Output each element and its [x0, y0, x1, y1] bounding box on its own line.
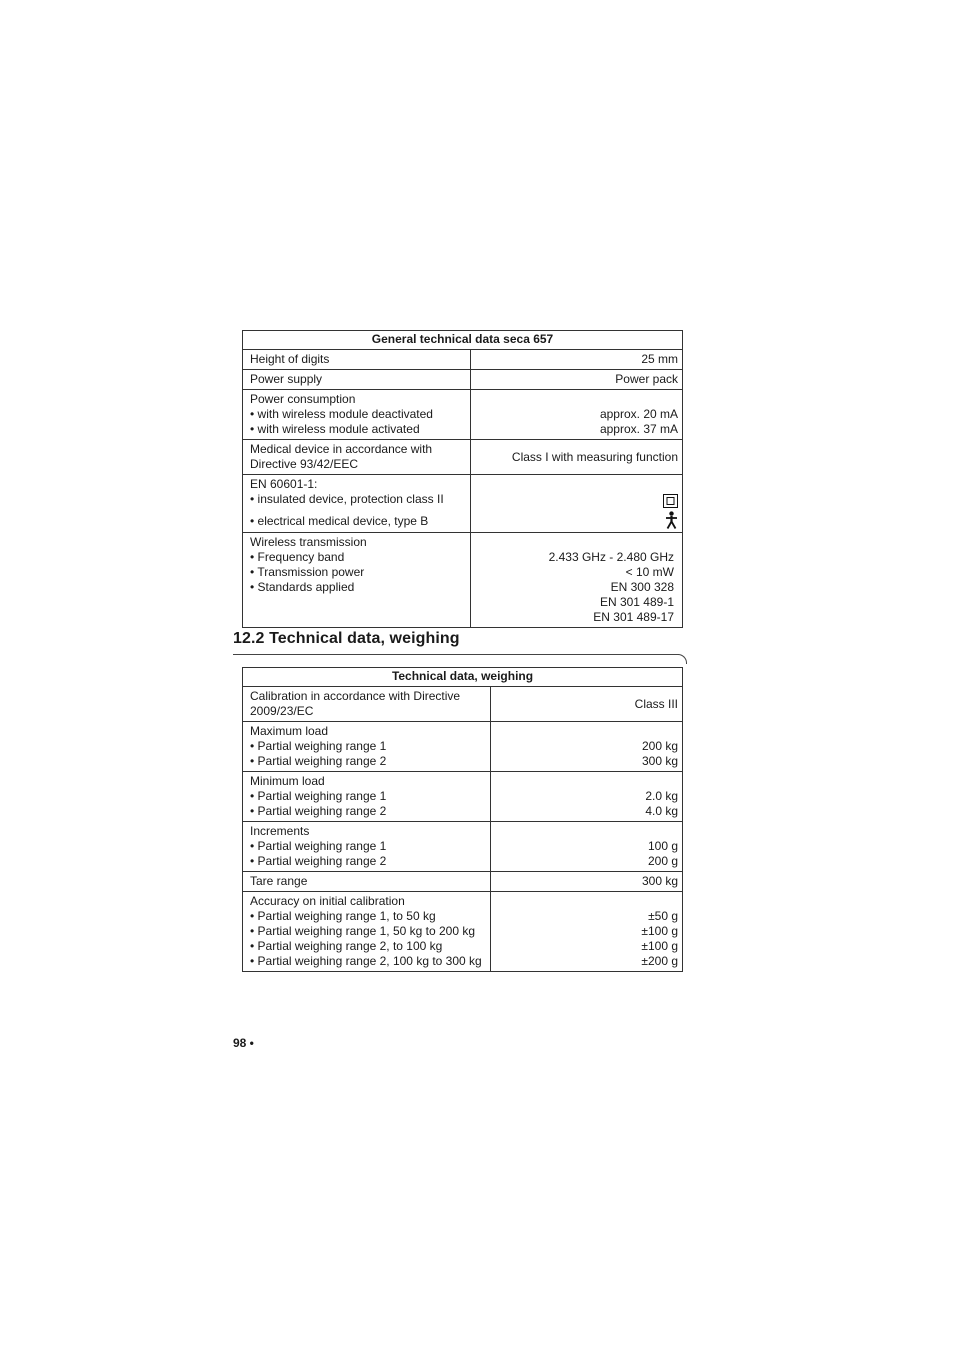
list-item: • with wireless module deactivated: [250, 407, 433, 421]
row-value: EN 301 489-17: [593, 610, 674, 624]
row-label: 2009/23/EC: [250, 704, 314, 718]
row-value-cell: [491, 722, 683, 772]
table-row: [243, 892, 683, 972]
table-title-row: [243, 668, 683, 687]
list-item: • Partial weighing range 2: [250, 754, 387, 768]
row-value: < 10 mW: [625, 565, 674, 579]
list-item: • Partial weighing range 1: [250, 739, 387, 753]
row-label: Wireless transmission: [250, 535, 367, 549]
table-row: [243, 370, 683, 390]
table-row: [243, 872, 683, 892]
row-value: approx. 37 mA: [599, 422, 678, 436]
table-row: [243, 687, 683, 722]
list-item: • Partial weighing range 1, to 50 kg: [250, 909, 436, 923]
row-value: ±200 g: [641, 954, 679, 968]
table-row: [243, 440, 683, 475]
general-technical-data-table: [242, 330, 683, 628]
section-rule: [233, 654, 679, 655]
row-label: Power consumption: [250, 392, 356, 406]
row-label-cell: [243, 722, 491, 772]
table-row: [243, 350, 683, 370]
row-label: Calibration in accordance with Directive: [250, 689, 461, 703]
row-value: 4.0 kg: [645, 804, 679, 818]
section-heading: 12.2 Technical data, weighing: [233, 630, 460, 647]
list-item: • Partial weighing range 1: [250, 839, 387, 853]
table-title: Technical data, weighing: [243, 668, 683, 687]
list-item: • insulated device, protection class II: [250, 492, 444, 506]
table-title-row: [243, 331, 683, 350]
row-value: 2.433 GHz - 2.480 GHz: [548, 550, 674, 564]
row-value: 100 g: [647, 839, 679, 853]
row-value: Power pack: [471, 370, 683, 390]
row-value-cell: [491, 892, 683, 972]
list-item: • Standards applied: [250, 580, 355, 594]
table-row: [243, 822, 683, 872]
list-item: • electrical medical device, type B: [250, 514, 429, 528]
row-value: Class III: [491, 687, 683, 722]
list-item: • Partial weighing range 2, 100 kg to 300 kg: [250, 954, 482, 968]
list-item: • with wireless module activated: [250, 422, 420, 436]
row-value-cell: [491, 772, 683, 822]
row-label-cell: [243, 475, 471, 533]
row-value: ±100 g: [641, 939, 679, 953]
row-label: Accuracy on initial calibration: [250, 894, 405, 908]
row-label: Medical device in accordance with: [250, 442, 433, 456]
row-value-cell: [471, 390, 683, 440]
table-row: [243, 772, 683, 822]
list-item: • Frequency band: [250, 550, 345, 564]
table-row: [243, 533, 683, 628]
row-value: 300 kg: [491, 872, 683, 892]
row-value: 200 kg: [641, 739, 679, 753]
row-label: Directive 93/42/EEC: [250, 457, 359, 471]
list-item: • Partial weighing range 1, 50 kg to 200 kg: [250, 924, 476, 938]
weighing-technical-data-table: [242, 667, 683, 972]
list-item: • Transmission power: [250, 565, 365, 579]
row-label: Minimum load: [250, 774, 325, 788]
row-value-cell: [491, 822, 683, 872]
row-value: 200 g: [647, 854, 679, 868]
list-item: • Partial weighing range 2: [250, 854, 387, 868]
page-number: 98 •: [233, 1036, 254, 1050]
row-label-cell: [243, 892, 491, 972]
row-label-cell: [243, 772, 491, 822]
table-row: [243, 390, 683, 440]
type-b-applied-part-icon: [665, 511, 678, 529]
row-value: EN 300 328: [610, 580, 674, 594]
row-label: Increments: [250, 824, 310, 838]
row-value: ±50 g: [648, 909, 679, 923]
row-label: EN 60601-1:: [250, 477, 318, 491]
row-label: Height of digits: [243, 350, 471, 370]
row-value: ±100 g: [641, 924, 679, 938]
table-title: General technical data seca 657: [243, 331, 683, 350]
row-value: EN 301 489-1: [599, 595, 674, 609]
table-row: [243, 475, 683, 533]
row-value: 25 mm: [471, 350, 683, 370]
table-row: [243, 722, 683, 772]
row-value: Class I with measuring function: [471, 440, 683, 475]
protection-class-ii-icon: [663, 494, 678, 508]
list-item: • Partial weighing range 1: [250, 789, 387, 803]
row-label-cell: [243, 390, 471, 440]
row-label-cell: [243, 822, 491, 872]
list-item: • Partial weighing range 2: [250, 804, 387, 818]
row-value: approx. 20 mA: [599, 407, 678, 421]
row-label-cell: [243, 440, 471, 475]
section-rule-tail: [677, 654, 687, 664]
row-value-cell: [471, 533, 683, 628]
row-label-cell: [243, 687, 491, 722]
row-value-cell: [471, 475, 683, 533]
row-label: Tare range: [243, 872, 491, 892]
list-item: • Partial weighing range 2, to 100 kg: [250, 939, 443, 953]
row-label: Maximum load: [250, 724, 329, 738]
row-value: 2.0 kg: [645, 789, 679, 803]
row-label: Power supply: [243, 370, 471, 390]
row-value: 300 kg: [641, 754, 679, 768]
row-label-cell: [243, 533, 471, 628]
